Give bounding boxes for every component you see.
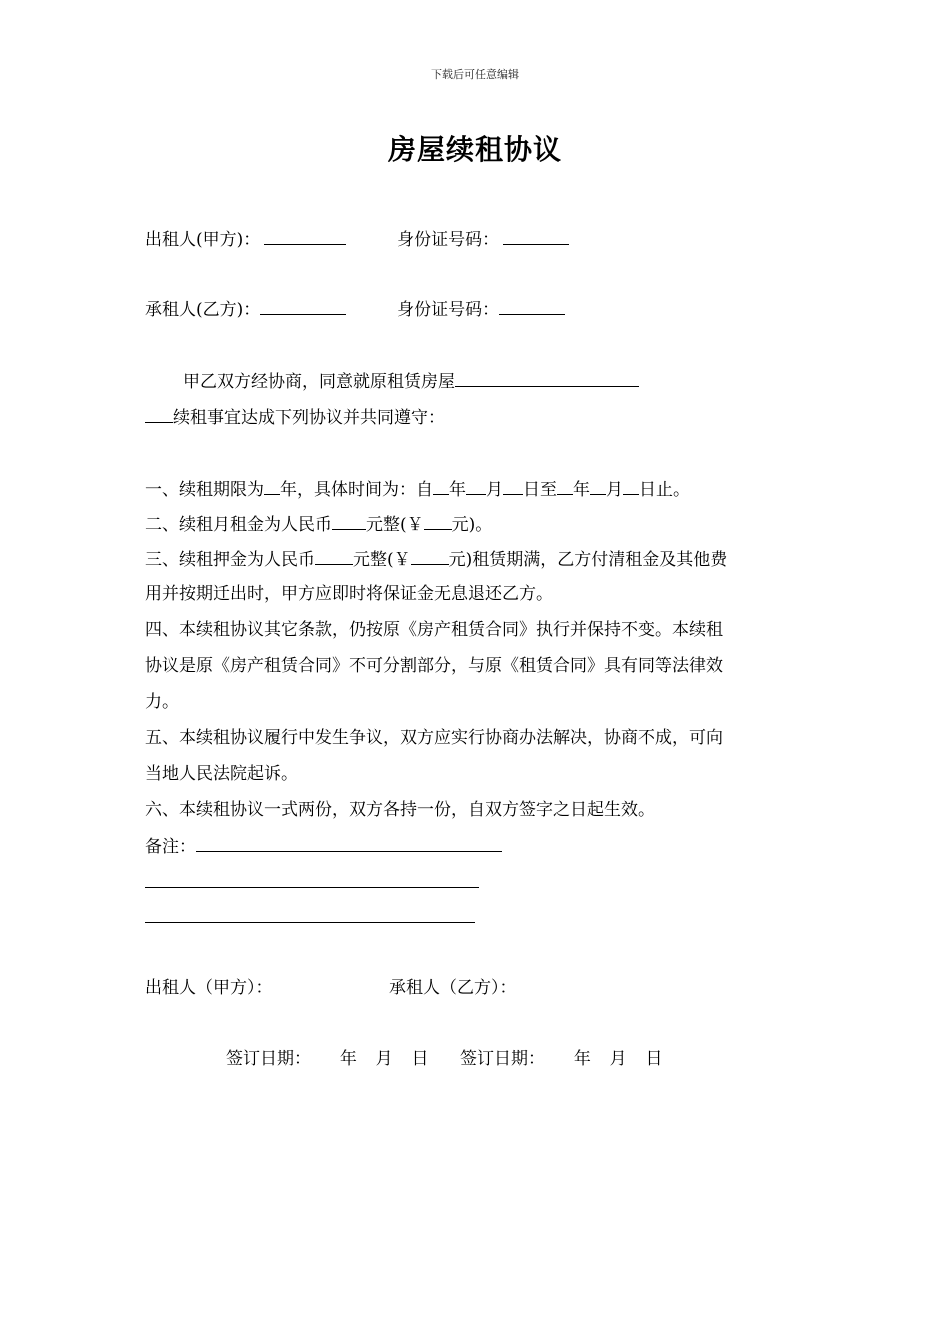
sign-date-row-1 [226, 1047, 428, 1071]
clause-1-month-b: 月 [606, 480, 623, 500]
lessee-signature-label: 承租人（乙方）： [389, 978, 517, 998]
sign-date-month-2: 月 [609, 1049, 627, 1069]
clause-3-line-2: 用并按期迁出时，甲方应即时将保证金无息退还乙方。 [145, 584, 553, 604]
clause-2-text-b: 元整(￥ [366, 515, 424, 535]
clause-3-line-1 [145, 546, 727, 572]
lessor-signature-label: 出租人（甲方）： [145, 978, 273, 998]
property-blank[interactable] [455, 368, 639, 387]
clause-4-line-2: 协议是原《房产租赁合同》不可分割部分，与原《租赁合同》具有同等法律效 [145, 656, 723, 676]
clause-1-day-to: 日至 [523, 480, 557, 500]
remarks-blank-2[interactable] [145, 887, 479, 888]
clause-5-line-1: 五、本续租协议履行中发生争议，双方应实行协商办法解决，协商不成，可向 [145, 728, 723, 748]
sign-date-day-1: 日 [411, 1049, 429, 1069]
clause-1-month-a: 月 [486, 480, 503, 500]
remarks-blank-3[interactable] [145, 922, 475, 923]
lessee-row [145, 296, 565, 322]
clause-1-end: 日止。 [639, 480, 690, 500]
document-title: 房屋续租协议 [387, 133, 562, 166]
clause-1-text-a: 一、续租期限为 [145, 480, 264, 500]
sign-date-month-1: 月 [375, 1049, 393, 1069]
lessor-name-blank[interactable] [264, 226, 346, 245]
clause-4-line-3: 力。 [145, 692, 179, 712]
clause-4-line-1: 四、本续租协议其它条款，仍按原《房产租赁合同》执行并保持不变。本续租 [145, 620, 723, 640]
sign-date-row-2 [460, 1047, 662, 1071]
end-day-blank[interactable] [623, 476, 639, 495]
clause-3-text-a: 三、续租押金为人民币 [145, 550, 315, 570]
deposit-number-blank[interactable] [411, 546, 449, 565]
remarks-row [145, 833, 502, 859]
intro-line-1 [183, 368, 639, 394]
intro-line-2 [145, 404, 445, 430]
rent-words-blank[interactable] [332, 511, 366, 530]
sign-date-label-2: 签订日期： [460, 1049, 545, 1069]
start-day-blank[interactable] [503, 476, 523, 495]
clause-2 [145, 511, 492, 537]
lessee-label: 承租人(乙方)： [145, 300, 261, 320]
remarks-label: 备注： [145, 837, 196, 857]
sign-date-year-2: 年 [573, 1049, 591, 1069]
property-blank-cont[interactable] [145, 404, 173, 423]
rent-number-blank[interactable] [424, 511, 452, 530]
remarks-blank-1[interactable] [196, 833, 502, 852]
lessor-id-label: 身份证号码： [397, 230, 500, 250]
intro-text-2: 续租事宜达成下列协议并共同遵守： [173, 408, 445, 428]
clause-2-text-c: 元)。 [451, 515, 493, 535]
header-note: 下载后可任意编辑 [431, 68, 519, 81]
intro-text-1: 甲乙双方经协商，同意就原租赁房屋 [183, 372, 455, 392]
lessee-id-blank[interactable] [499, 296, 565, 315]
clause-5-line-2: 当地人民法院起诉。 [145, 764, 298, 784]
lessor-row [145, 226, 569, 252]
lessor-id-blank[interactable] [503, 226, 569, 245]
term-years-blank[interactable] [264, 476, 280, 495]
clause-1-year-a: 年 [449, 480, 466, 500]
end-month-blank[interactable] [590, 476, 606, 495]
lessor-label: 出租人(甲方)： [145, 230, 261, 250]
start-year-blank[interactable] [433, 476, 449, 495]
clause-1-text-b: 年，具体时间为：自 [280, 480, 433, 500]
deposit-words-blank[interactable] [315, 546, 353, 565]
sign-date-year-1: 年 [339, 1049, 357, 1069]
clause-6: 六、本续租协议一式两份，双方各持一份，自双方签字之日起生效。 [145, 800, 655, 820]
clause-3-text-b: 元整(￥ [353, 550, 411, 570]
clause-1 [145, 476, 690, 502]
sign-date-day-2: 日 [645, 1049, 663, 1069]
clause-1-year-b: 年 [573, 480, 590, 500]
end-year-blank[interactable] [557, 476, 573, 495]
lessee-name-blank[interactable] [260, 296, 346, 315]
sign-date-label-1: 签订日期： [226, 1049, 311, 1069]
clause-3-text-c: 元)租赁期满，乙方付清租金及其他费 [448, 550, 728, 570]
start-month-blank[interactable] [466, 476, 486, 495]
clause-2-text-a: 二、续租月租金为人民币 [145, 515, 332, 535]
lessee-id-label: 身份证号码： [397, 300, 500, 320]
